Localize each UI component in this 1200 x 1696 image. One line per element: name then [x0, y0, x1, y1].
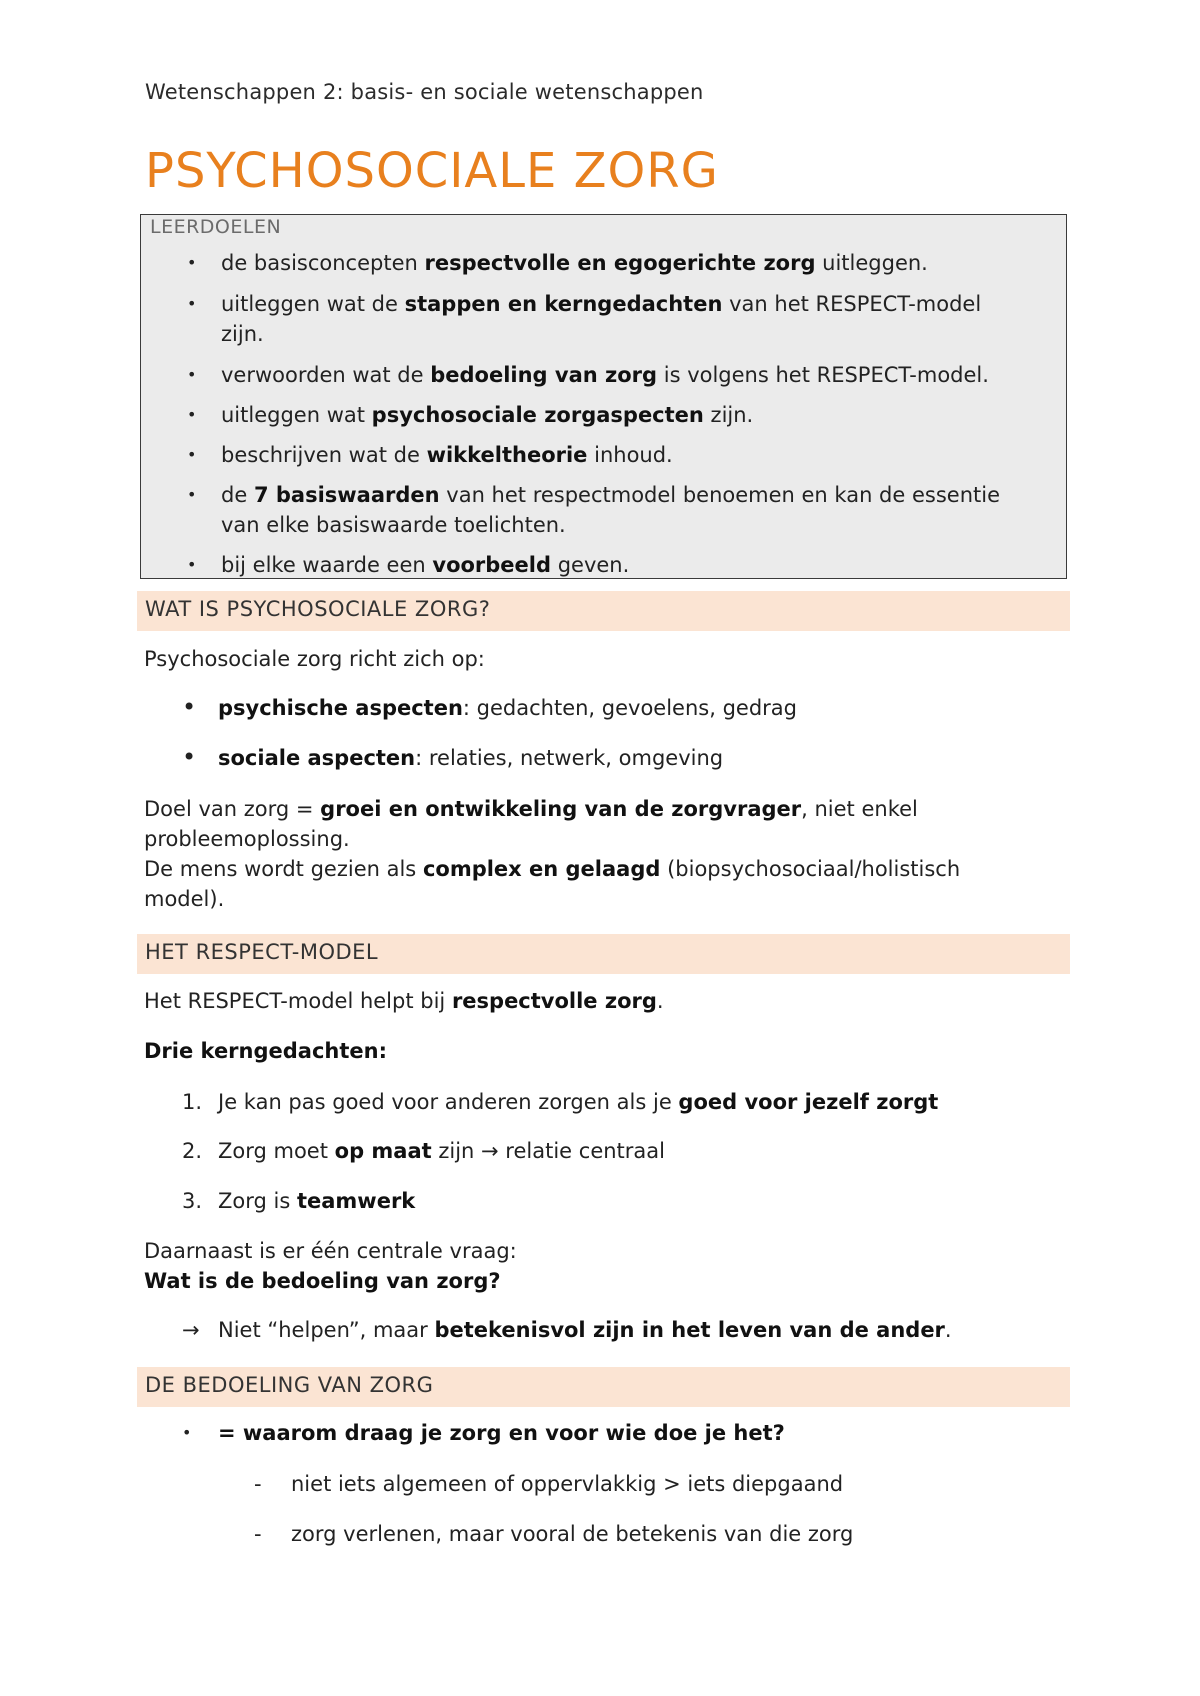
- section-heading-psychosocial: WAT IS PSYCHOSOCIALE ZORG?: [137, 591, 1070, 631]
- section-heading-purpose: DE BEDOELING VAN ZORG: [137, 1367, 1070, 1407]
- course-subtitle: Wetenschappen 2: basis- en sociale wetenschappen: [145, 80, 704, 104]
- s3-dash-2: - zorg verlenen, maar vooral de betekenis van die zorg: [254, 1522, 854, 1546]
- goal-item-5: • beschrijven wat de wikkeltheorie inhoud.: [187, 443, 673, 467]
- goal-item-7: • bij elke waarde een voorbeeld geven.: [187, 553, 630, 577]
- s3-dash-1: - niet iets algemeen of oppervlakkig > iets diepgaand: [254, 1472, 844, 1496]
- s1-paragraph: Doel van zorg = groei en ontwikkeling van de zorgvrager, niet enkel probleemoplossing. De mens wordt gezien als complex en gelaagd (biopsychosociaal/holistisch model).: [144, 797, 961, 911]
- s2-central-question: Daarnaast is er één centrale vraag: Wat is de bedoeling van zorg?: [144, 1239, 517, 1293]
- goal-item-1: • de basisconcepten respectvolle en egogerichte zorg uitleggen.: [187, 251, 928, 275]
- s2-numbered-1: 1. Je kan pas goed voor anderen zorgen als je goed voor jezelf zorgt: [182, 1090, 939, 1114]
- s1-intro: Psychosociale zorg richt zich op:: [144, 647, 485, 671]
- s3-bullet: • = waarom draag je zorg en voor wie doe je het?: [182, 1421, 785, 1445]
- goal-item-4: • uitleggen wat psychosociale zorgaspecten zijn.: [187, 403, 754, 427]
- page-title: PSYCHOSOCIALE ZORG: [145, 143, 719, 199]
- s2-arrow-line: → Niet “helpen”, maar betekenisvol zijn in het leven van de ander.: [218, 1315, 952, 1345]
- goal-item-6: • de 7 basiswaarden van het respectmodel benoemen en kan de essentie van elke basiswaarde toelichten.: [187, 483, 1001, 537]
- s2-subheading: Drie kerngedachten:: [144, 1039, 387, 1063]
- s2-numbered-2: 2. Zorg moet op maat zijn → relatie centraal: [182, 1139, 665, 1163]
- s2-numbered-3: 3. Zorg is teamwerk: [182, 1189, 416, 1213]
- arrow-icon: →: [182, 1318, 200, 1342]
- goal-item-2: • uitleggen wat de stappen en kerngedachten van het RESPECT-model zijn.: [187, 292, 982, 346]
- s2-intro: Het RESPECT-model helpt bij respectvolle zorg.: [144, 989, 664, 1013]
- learning-goals-label: LEERDOELEN: [150, 216, 282, 238]
- goal-item-3: • verwoorden wat de bedoeling van zorg is volgens het RESPECT-model.: [187, 363, 989, 387]
- section-heading-respect-model: HET RESPECT-MODEL: [137, 934, 1070, 974]
- s1-bullet-psychic: • psychische aspecten: gedachten, gevoelens, gedrag: [182, 693, 797, 721]
- s1-bullet-social: • sociale aspecten: relaties, netwerk, omgeving: [182, 743, 724, 771]
